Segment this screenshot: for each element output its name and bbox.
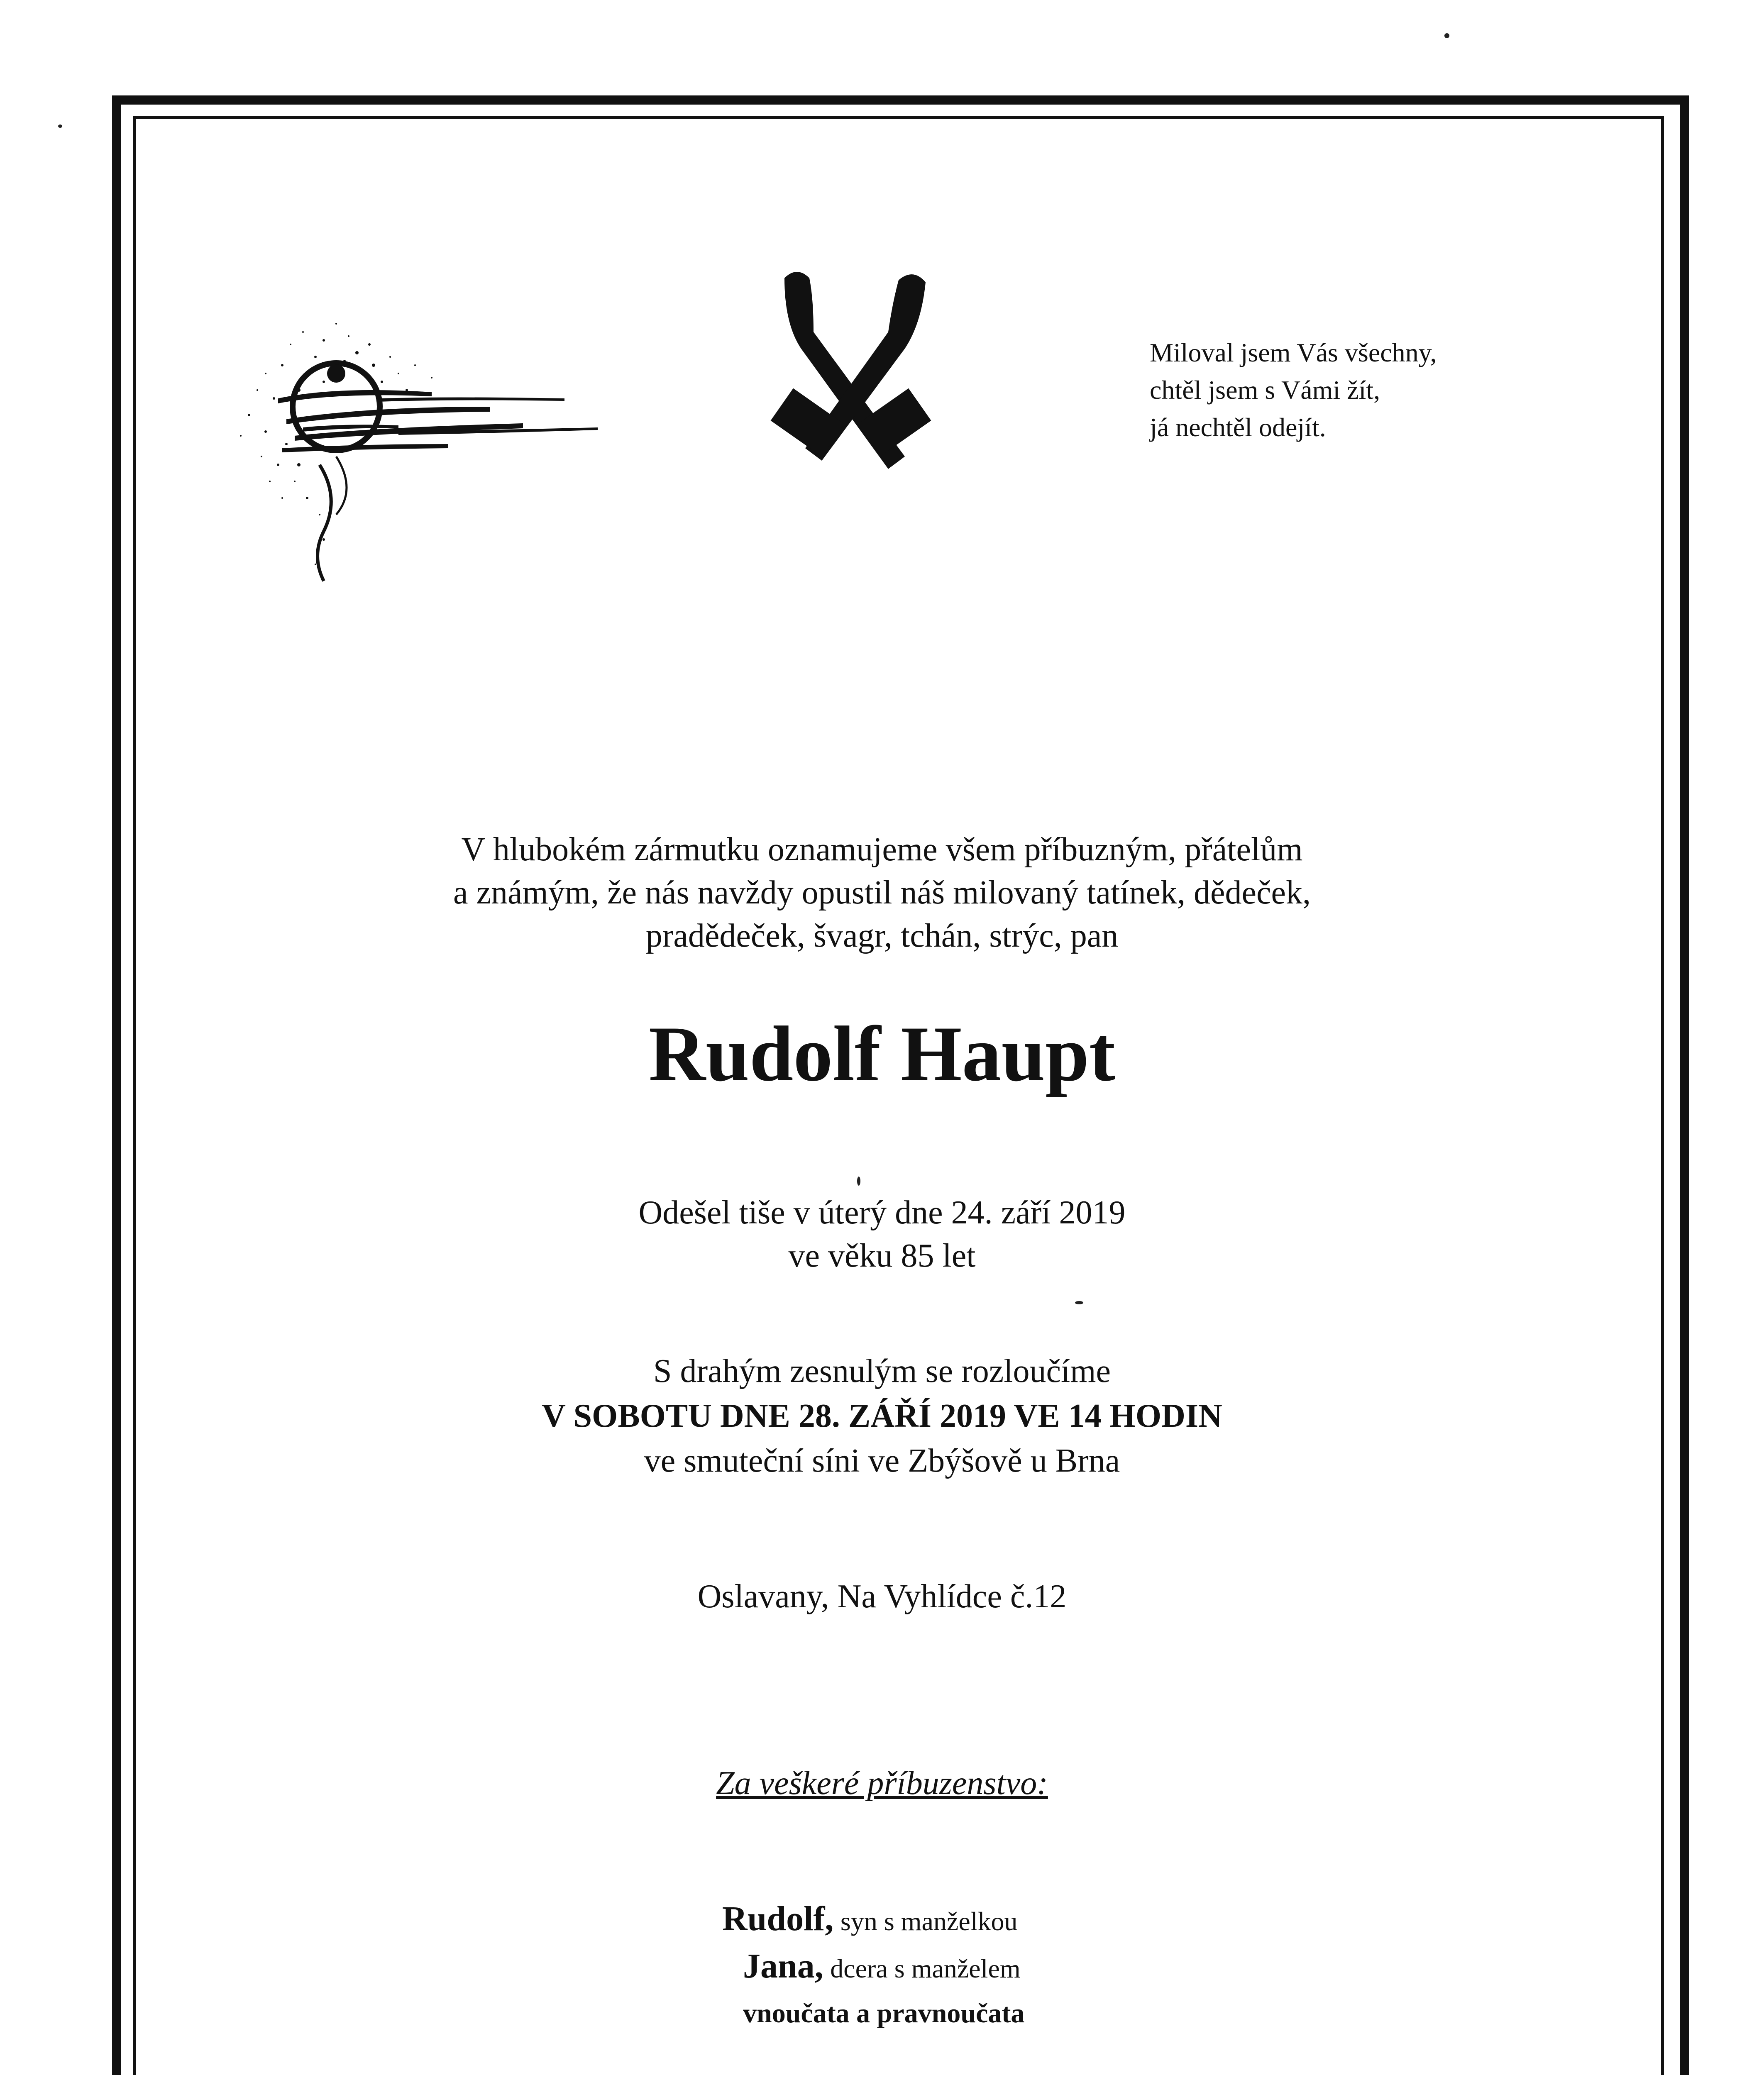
family-member-1 bbox=[722, 1897, 1137, 1944]
family-member-2 bbox=[722, 1944, 1137, 1991]
family-address: Oslavany, Na Vyhlídce č.12 bbox=[697, 1578, 1067, 1615]
sun-landscape-icon bbox=[199, 249, 623, 622]
scan-speck bbox=[58, 124, 62, 128]
motto-verse bbox=[1150, 334, 1523, 446]
motto-line-3: já nechtěl odejít. bbox=[1150, 413, 1326, 442]
member-1-relation: syn s manželkou bbox=[840, 1907, 1018, 1936]
deceased-name: Rudolf Haupt bbox=[648, 1011, 1116, 1098]
family-list bbox=[722, 1897, 1137, 2036]
death-date: Odešel tiše v úterý dne 24. září 2019 bbox=[638, 1194, 1126, 1231]
farewell-line-1: S drahým zesnulým se rozloučíme bbox=[653, 1353, 1111, 1389]
member-2-relation: dcera s manželem bbox=[830, 1954, 1021, 1983]
family-header bbox=[291, 1762, 1473, 1805]
member-2-name: Jana, bbox=[743, 1947, 823, 1985]
family-header-text: Za veškeré příbuzenstvo: bbox=[716, 1765, 1048, 1802]
death-info bbox=[291, 1191, 1473, 1277]
motto-line-1: Miloval jsem Vás všechny, bbox=[1150, 338, 1437, 367]
farewell-place: ve smuteční síni ve Zbýšově u Brna bbox=[644, 1443, 1120, 1479]
intro-line-3: pradědeček, švagr, tchán, strýc, pan bbox=[645, 918, 1119, 954]
scan-speck bbox=[1075, 1301, 1083, 1304]
farewell-date-time: V SOBOTU DNE 28. ZÁŘÍ 2019 VE 14 HODIN bbox=[542, 1398, 1222, 1434]
announcement-intro bbox=[291, 828, 1473, 957]
intro-line-1: V hlubokém zármutku oznamujeme všem příbuzným, přátelům bbox=[461, 831, 1303, 868]
family-member-3: vnoučata a pravnoučata bbox=[743, 1998, 1025, 2029]
scan-speck bbox=[1444, 33, 1449, 38]
scan-speck bbox=[857, 1177, 860, 1186]
farewell-info bbox=[291, 1349, 1473, 1483]
death-age: ve věku 85 let bbox=[788, 1238, 976, 1274]
member-1-name: Rudolf, bbox=[722, 1899, 834, 1938]
motto-line-2: chtěl jsem s Vámi žít, bbox=[1150, 375, 1380, 405]
crossed-hammers-icon bbox=[768, 266, 942, 481]
intro-line-2: a známým, že nás navždy opustil náš milovaný tatínek, dědeček, bbox=[453, 874, 1311, 911]
